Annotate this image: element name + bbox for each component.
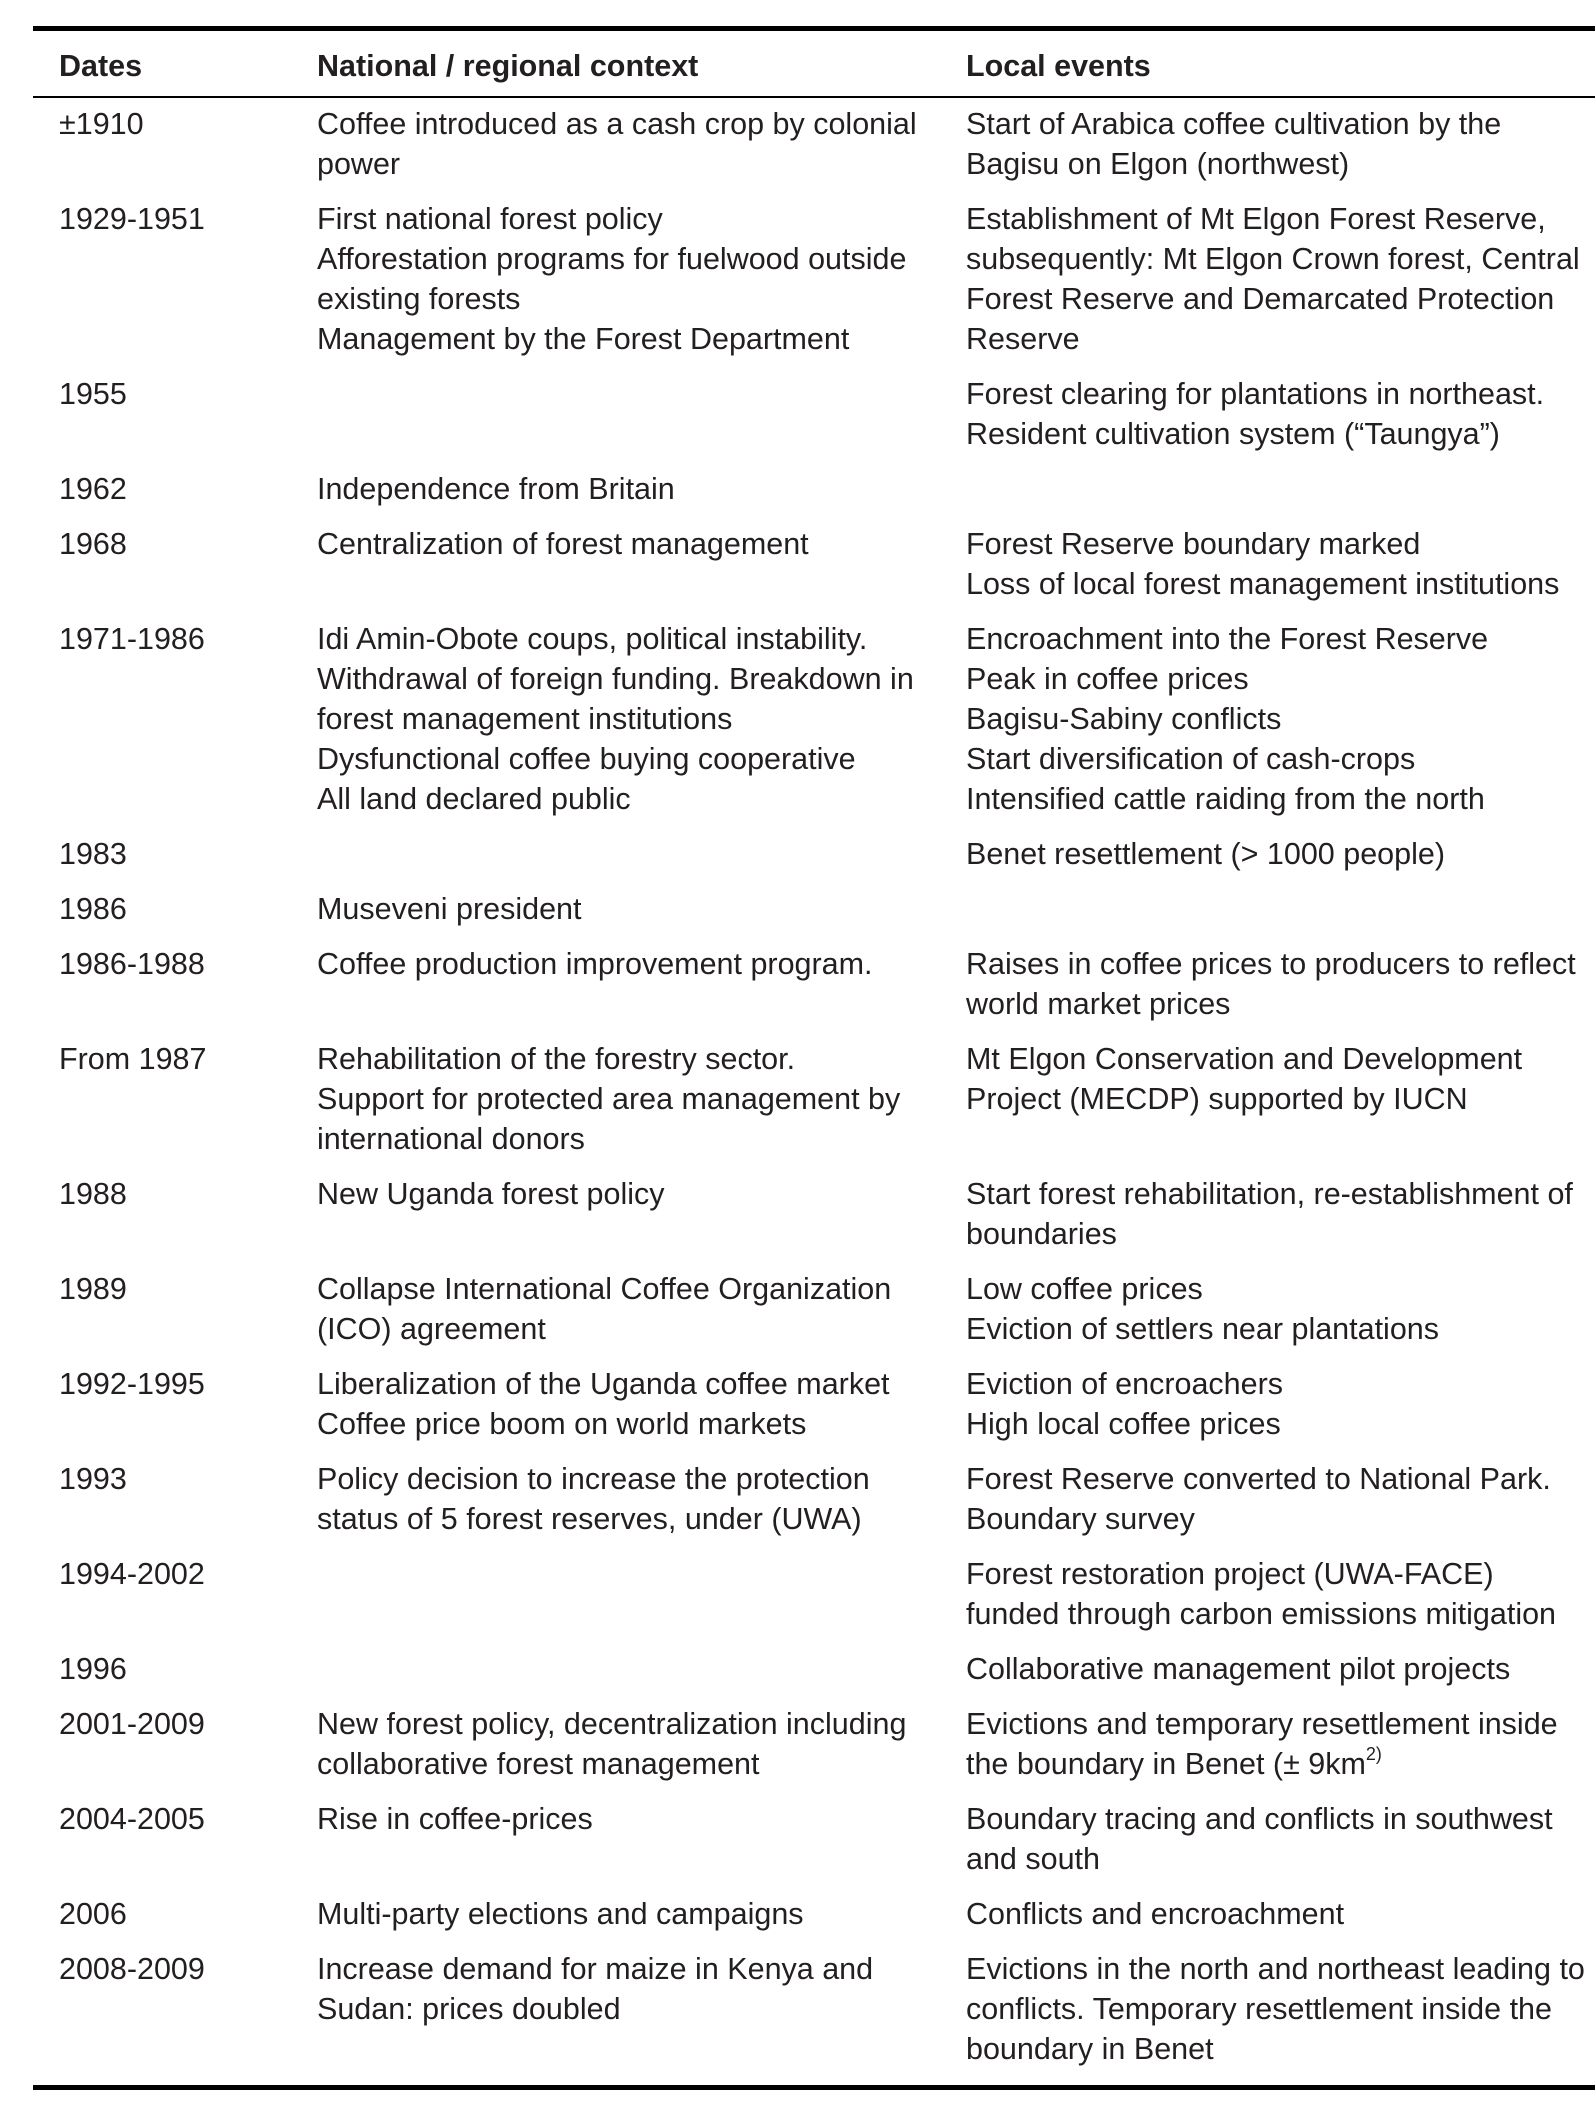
national-context-cell <box>291 1551 940 1646</box>
local-event-line <box>966 1499 1595 1539</box>
local-event-line <box>966 1309 1595 1349</box>
date-cell: 2008-2009 <box>59 1952 205 1986</box>
header-row <box>33 29 1595 98</box>
date-cell: 1968 <box>59 527 127 561</box>
date-cell: 2001-2009 <box>59 1707 205 1741</box>
table-body <box>33 97 1595 2088</box>
local-events-cell <box>940 1266 1595 1361</box>
date-cell: 1986 <box>59 892 127 926</box>
national-context-cell <box>291 466 940 521</box>
national-context-cell <box>291 616 940 831</box>
local-events-cell <box>940 941 1595 1036</box>
local-event-text: Mt Elgon Conservation and Development Project (MECDP) supported by IUCN <box>966 1042 1523 1116</box>
local-events-cell <box>940 1171 1595 1266</box>
national-context-line: Coffee introduced as a cash crop by colonial power <box>317 107 917 181</box>
timeline-table <box>33 26 1595 2090</box>
local-events-cell <box>940 1551 1595 1646</box>
national-context-cell <box>291 1701 940 1796</box>
local-events-cell <box>940 1456 1595 1551</box>
local-event-line <box>966 1704 1595 1784</box>
national-context-line: Dysfunctional coffee buying cooperative <box>317 742 856 776</box>
header-dates: Dates <box>59 49 143 83</box>
local-event-line <box>966 374 1595 414</box>
national-context-cell <box>291 1456 940 1551</box>
local-event-line <box>966 1364 1595 1404</box>
local-event-line <box>966 1799 1595 1879</box>
local-event-line <box>966 1039 1595 1119</box>
date-cell: 1993 <box>59 1462 127 1496</box>
table-row <box>33 1796 1595 1891</box>
national-context-line: Idi Amin-Obote coups, political instability. <box>317 622 868 656</box>
national-context-line: Collapse International Coffee Organization (ICO) agreement <box>317 1272 892 1346</box>
table-row <box>33 1456 1595 1551</box>
national-context-line: Rehabilitation of the forestry sector. <box>317 1042 796 1076</box>
local-events-cell <box>940 1946 1595 2088</box>
local-event-text: Raises in coffee prices to producers to reflect world market prices <box>966 947 1576 1021</box>
date-cell: 1989 <box>59 1272 127 1306</box>
date-cell: 1986-1988 <box>59 947 205 981</box>
local-event-text: Resident cultivation system (“Taungya”) <box>966 417 1500 451</box>
local-event-line <box>966 1649 1595 1689</box>
national-context-line: Liberalization of the Uganda coffee market <box>317 1367 890 1401</box>
local-event-text: Peak in coffee prices <box>966 662 1249 696</box>
local-event-line <box>966 659 1595 699</box>
national-context-cell <box>291 196 940 371</box>
national-context-line: Museveni president <box>317 892 582 926</box>
local-events-cell <box>940 196 1595 371</box>
date-cell: From 1987 <box>59 1042 207 1076</box>
national-context-line: Centralization of forest management <box>317 527 809 561</box>
date-cell: 1962 <box>59 472 127 506</box>
local-events-cell <box>940 521 1595 616</box>
national-context-cell <box>291 1946 940 2088</box>
national-context-cell <box>291 941 940 1036</box>
local-event-text: Start forest rehabilitation, re-establishment of boundaries <box>966 1177 1573 1251</box>
table-row <box>33 1171 1595 1266</box>
national-context-line: Independence from Britain <box>317 472 675 506</box>
national-context-cell <box>291 1266 940 1361</box>
local-event-text: Collaborative management pilot projects <box>966 1652 1511 1686</box>
local-event-text: Intensified cattle raiding from the north <box>966 782 1485 816</box>
table-row <box>33 941 1595 1036</box>
local-events-cell <box>940 886 1595 941</box>
local-events-cell <box>940 1646 1595 1701</box>
national-context-line: Coffee price boom on world markets <box>317 1407 807 1441</box>
national-context-cell <box>291 1171 940 1266</box>
local-event-text: Forest Reserve converted to National Park. <box>966 1462 1551 1496</box>
national-context-line: First national forest policy <box>317 202 663 236</box>
national-context-cell <box>291 1646 940 1701</box>
local-event-line <box>966 619 1595 659</box>
national-context-cell <box>291 1796 940 1891</box>
table-row <box>33 1036 1595 1171</box>
national-context-line: Support for protected area management by international donors <box>317 1082 901 1156</box>
national-context-line: New forest policy, decentralization including collaborative forest management <box>317 1707 907 1781</box>
national-context-line: Afforestation programs for fuelwood outside existing forests <box>317 242 907 316</box>
local-event-line <box>966 414 1595 454</box>
local-event-line <box>966 1949 1595 2069</box>
date-cell: 1983 <box>59 837 127 871</box>
local-events-cell <box>940 1361 1595 1456</box>
national-context-line: Withdrawal of foreign funding. Breakdown in forest management institutions <box>317 662 914 736</box>
local-event-line <box>966 1894 1595 1934</box>
local-event-line <box>966 1404 1595 1444</box>
date-cell: 1955 <box>59 377 127 411</box>
local-event-text: Benet resettlement (> 1000 people) <box>966 837 1445 871</box>
local-event-text: Forest clearing for plantations in northeast. <box>966 377 1545 411</box>
local-event-line <box>966 1174 1595 1254</box>
local-event-line <box>966 104 1595 184</box>
national-context-cell <box>291 97 940 196</box>
local-events-cell <box>940 616 1595 831</box>
table-row <box>33 1646 1595 1701</box>
local-events-cell <box>940 1891 1595 1946</box>
superscript-footnote: 2) <box>1365 1744 1382 1764</box>
local-event-text: Establishment of Mt Elgon Forest Reserve, subsequently: Mt Elgon Crown forest, Central Forest Reserve and Demarcated Protection Reserve <box>966 202 1580 356</box>
local-event-text: Boundary tracing and conflicts in southwest and south <box>966 1802 1553 1876</box>
national-context-line: All land declared public <box>317 782 631 816</box>
national-context-cell <box>291 1361 940 1456</box>
local-events-cell <box>940 97 1595 196</box>
local-event-line <box>966 779 1595 819</box>
date-cell: 1992-1995 <box>59 1367 205 1401</box>
table-row <box>33 1551 1595 1646</box>
local-event-line <box>966 1269 1595 1309</box>
national-context-cell <box>291 886 940 941</box>
local-event-text: Eviction of settlers near plantations <box>966 1312 1440 1346</box>
table-row <box>33 371 1595 466</box>
local-event-text: High local coffee prices <box>966 1407 1281 1441</box>
table-row <box>33 97 1595 196</box>
date-cell: 1996 <box>59 1652 127 1686</box>
local-event-line <box>966 1459 1595 1499</box>
table-row <box>33 1266 1595 1361</box>
table-row <box>33 196 1595 371</box>
local-events-cell <box>940 831 1595 886</box>
national-context-line: Multi-party elections and campaigns <box>317 1897 804 1931</box>
date-cell: 1971-1986 <box>59 622 205 656</box>
local-event-text: Low coffee prices <box>966 1272 1203 1306</box>
national-context-cell <box>291 1036 940 1171</box>
date-cell: 1988 <box>59 1177 127 1211</box>
national-context-line: Coffee production improvement program. <box>317 947 873 981</box>
table-row <box>33 616 1595 831</box>
national-context-line: New Uganda forest policy <box>317 1177 665 1211</box>
local-event-text: Eviction of encroachers <box>966 1367 1284 1401</box>
table-row <box>33 1891 1595 1946</box>
date-cell: 1929-1951 <box>59 202 205 236</box>
local-event-text: Forest restoration project (UWA-FACE) funded through carbon emissions mitigation <box>966 1557 1557 1631</box>
local-event-text: Evictions in the north and northeast leading to conflicts. Temporary resettlement inside the boundary in Benet <box>966 1952 1585 2066</box>
local-event-text: Bagisu-Sabiny conflicts <box>966 702 1282 736</box>
table-row <box>33 521 1595 616</box>
header-local-events: Local events <box>966 49 1151 83</box>
local-event-line <box>966 1554 1595 1634</box>
local-event-line <box>966 199 1595 359</box>
table-row <box>33 831 1595 886</box>
date-cell: 2006 <box>59 1897 127 1931</box>
table-row <box>33 1701 1595 1796</box>
local-events-cell <box>940 371 1595 466</box>
local-event-line <box>966 699 1595 739</box>
local-event-text: Loss of local forest management institutions <box>966 567 1560 601</box>
national-context-line: Management by the Forest Department <box>317 322 850 356</box>
local-events-cell <box>940 466 1595 521</box>
local-event-text: Evictions and temporary resettlement inside the boundary in Benet (± 9km <box>966 1707 1558 1781</box>
national-context-cell <box>291 521 940 616</box>
header-national-context: National / regional context <box>317 49 699 83</box>
local-event-line <box>966 944 1595 1024</box>
table-row <box>33 1946 1595 2088</box>
local-event-text: Start of Arabica coffee cultivation by the Bagisu on Elgon (northwest) <box>966 107 1502 181</box>
table-row <box>33 466 1595 521</box>
local-event-text: Start diversification of cash-crops <box>966 742 1416 776</box>
national-context-cell <box>291 371 940 466</box>
local-event-text: Forest Reserve boundary marked <box>966 527 1421 561</box>
table-header <box>33 29 1595 98</box>
local-event-text: Boundary survey <box>966 1502 1195 1536</box>
national-context-cell <box>291 1891 940 1946</box>
local-event-line <box>966 564 1595 604</box>
date-cell: 1994-2002 <box>59 1557 205 1591</box>
local-event-text: Encroachment into the Forest Reserve <box>966 622 1489 656</box>
local-event-text: Conflicts and encroachment <box>966 1897 1345 1931</box>
date-cell: ±1910 <box>59 107 144 141</box>
national-context-cell <box>291 831 940 886</box>
local-events-cell <box>940 1036 1595 1171</box>
table-row <box>33 886 1595 941</box>
local-events-cell <box>940 1701 1595 1796</box>
national-context-line: Increase demand for maize in Kenya and Sudan: prices doubled <box>317 1952 874 2026</box>
date-cell: 2004-2005 <box>59 1802 205 1836</box>
national-context-line: Policy decision to increase the protection status of 5 forest reserves, under (UWA) <box>317 1462 870 1536</box>
local-event-line <box>966 739 1595 779</box>
table-row <box>33 1361 1595 1456</box>
local-event-line <box>966 524 1595 564</box>
local-events-cell <box>940 1796 1595 1891</box>
local-event-line <box>966 834 1595 874</box>
national-context-line: Rise in coffee-prices <box>317 1802 593 1836</box>
